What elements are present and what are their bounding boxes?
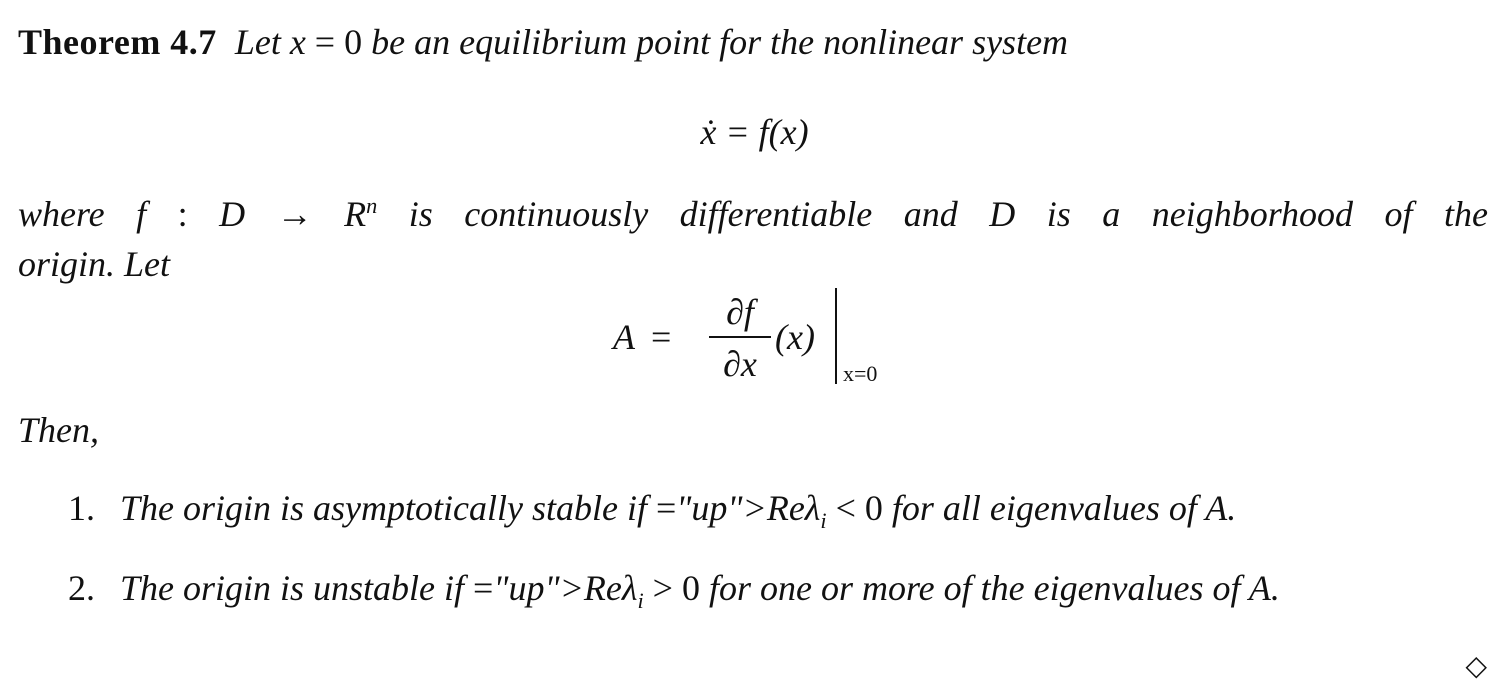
list-item-text: The origin is unstable if ="up">Reλ$_i$ > 0 for one or more of the eigenvalues of A.: [120, 568, 1280, 614]
jacobian-fraction: [709, 290, 771, 386]
jacobian-equals: =: [651, 317, 672, 357]
list-item: [68, 566, 1280, 614]
fraction-bar: [709, 336, 771, 338]
where-line: [18, 192, 1488, 236]
fraction-denominator: ∂x: [723, 344, 757, 384]
equation-jacobian: [613, 288, 933, 398]
equation-system: [0, 110, 1509, 154]
evaluation-bar: [835, 288, 837, 384]
origin-line: [18, 242, 170, 286]
where-line-text: where f : $D \to R^n$ is continuously differentiable and D is a neighborhood of the: [18, 193, 1488, 234]
list-item-number: 1.: [68, 488, 95, 528]
equation-system-text: ẋ = f(x): [700, 112, 809, 152]
end-of-theorem-diamond-icon: ◇: [1465, 651, 1487, 682]
fraction-numerator: ∂f: [726, 292, 754, 332]
jacobian-argument: (x): [775, 317, 815, 357]
jacobian-lhs: A: [613, 317, 635, 357]
list-item-number: 2.: [68, 568, 95, 608]
list-item-text: The origin is asymptotically stable if ="up">Reλ$_i$ < 0 for all eigenvalues of A.: [120, 488, 1237, 534]
theorem-intro: Let x = 0 be an equilibrium point for the nonlinear system: [234, 22, 1069, 62]
evaluation-point: x=0: [843, 361, 878, 386]
origin-line-text: origin. Let: [18, 244, 171, 284]
theorem-label: Theorem 4.7: [18, 22, 217, 62]
list-item: [68, 486, 1237, 534]
then-line: [18, 408, 99, 452]
then-text: Then,: [18, 410, 99, 450]
theorem-heading: [18, 20, 1068, 64]
